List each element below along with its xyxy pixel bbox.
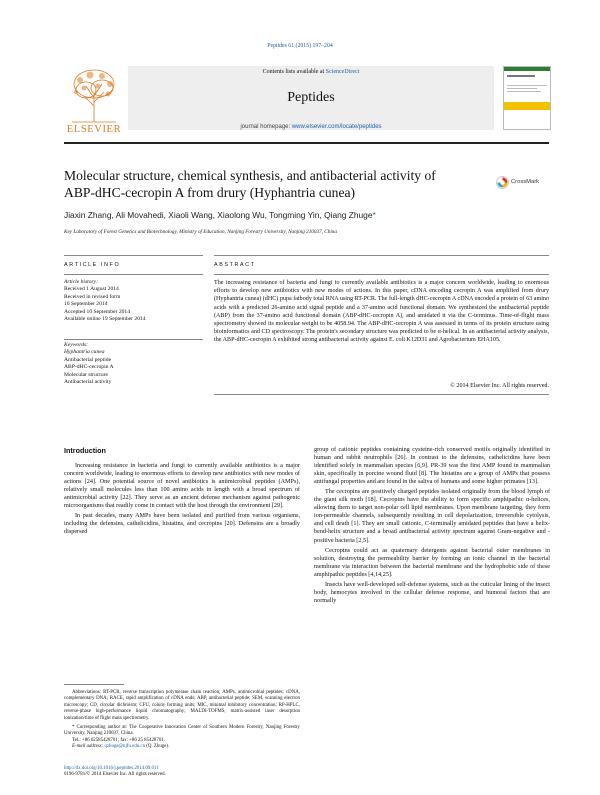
- crossmark-badge[interactable]: [496, 175, 550, 189]
- body-paragraph: Cecropins could act as quaternary detergents against bacterial outer membranes in solution, destroying the permeability barrier by forming an ionic channel in the bacterial membrane via interaction between the bacterial membrane and the hydrophobic side of these amphipathic peptides [4,14,25].: [314, 546, 550, 578]
- abstract-top-rule: [214, 255, 549, 256]
- sciencedirect-link[interactable]: ScienceDirect: [325, 69, 360, 75]
- article-title: [64, 167, 484, 201]
- corresponding-author-mark[interactable]: *: [372, 210, 376, 220]
- article-info-heading: ARTICLE INFO: [64, 262, 121, 268]
- keywords-rule: [64, 339, 203, 340]
- email-suffix: (Q. Zhuge).: [145, 744, 170, 750]
- journal-name: Peptides: [287, 90, 335, 105]
- authors-text: Jiaxin Zhang, Ali Movahedi, Xiaoli Wang, Xiaolong Wu, Tongming Yin, Qiang Zhuge: [64, 210, 373, 220]
- body-paragraph: group of cationic peptides containing cysteine-rich conserved motifs originally identified in human and rabbit neutrophils [26]. In contrast to the defensins, cathelicidins have been identified solely in mammalian species [6,9]. PR-39 was the first AMP found in mammalian skin, specifically in porcine wound fluid [8]. The histatins are a group of AMPs that possess antifungal properties and are found in the saliva of humans and some higher primates [13].: [314, 446, 550, 486]
- crossmark-icon: [496, 176, 509, 189]
- footnotes: [64, 690, 300, 751]
- history-item: 10 September 2014: [64, 301, 108, 308]
- email-link[interactable]: qzhuge@njfu.edu.cn: [104, 744, 146, 750]
- abstract-heading-rule: [214, 274, 549, 275]
- homepage-prefix: journal homepage:: [240, 124, 292, 130]
- body-paragraph: Increasing resistance in bacteria and fungi to currently available antibiotics is a major concern worldwide, leading to enormous efforts to develop new antibiotics with new modes of actions [24]. One potential source of novel antibiotics is antimicrobial peptides (AMPs), relatively small molecules less than 100 amino acids in length with a broad spectrum of antimicrobial activity [22]. They serve as an ancient defense mechanism against pathogenic microorganisms that readily come in contact with the host through the environment [29].: [64, 462, 300, 510]
- issn-line: 0196-9781/© 2014 Elsevier Inc. All rights reserved.: [64, 772, 166, 778]
- keywords-label: Keywords:: [64, 342, 89, 348]
- doi-block: [64, 766, 300, 779]
- title-line-2: ABP-dHC-cecropin A from drury (Hyphantria cunea): [64, 185, 356, 200]
- masthead-rule: [64, 142, 549, 144]
- phone-footnote: Tel.: +86 02585428701; fax: +86 25 85428701.: [72, 737, 165, 743]
- journal-cover-thumbnail[interactable]: [503, 66, 551, 130]
- keyword-item: Molecular structure: [64, 371, 108, 378]
- article-history: [64, 279, 204, 323]
- author-list: [64, 210, 504, 220]
- abstract-heading: ABSTRACT: [214, 262, 256, 268]
- abstract-bottom-rule: [214, 394, 549, 395]
- homepage-line: [128, 124, 494, 130]
- doi-link[interactable]: http://dx.doi.org/10.1016/j.peptides.2014.09.011: [64, 766, 159, 771]
- introduction-heading: Introduction: [64, 446, 106, 455]
- history-item: Received 1 August 2014: [64, 286, 119, 293]
- publisher-name: ELSEVIER: [66, 124, 122, 135]
- keyword-item: Antibacterial peptide: [64, 356, 112, 363]
- journal-citation[interactable]: Peptides 61 (2015) 197–204: [267, 43, 333, 49]
- history-item: Accepted 10 September 2014: [64, 308, 131, 315]
- history-item: Received in revised form: [64, 293, 121, 300]
- abbreviations-footnote: Abbreviations: RT-PCR, reverse transcription polymerase chain reaction; AMPs, antimicrobial peptides; cDNA, complementary DNA; RACE, rapid amplification of cDNA ends; ABP, antibacterial peptide; SEM, scanning electron microscopy; CD, circular dichroism; CFU, colony forming units; MIC, minimal inhibitory concentration; RP-HPLC, reverse-phase high-performance liquid chromatography; MALDI-TOFMS, matrix-assisted laser desorption ionization/time of flight mass spectrometry.: [64, 690, 300, 721]
- body-paragraph: The cecropins are positively charged peptides isolated originally from the blood lymph of the giant silk moth [18]. Cecropins have the ability to form specific amphipathic α-helices, allowing them to target non-polar cell lipid membranes. Upon membrane targeting, they form ion-permeable channels, subsequently resulting in cell depolarization, irreversible cytolysis, and cell death [1]. They are small cationic, C-terminally amidated peptides that have a helix-bend-helix structure and a broad antibacterial activity spectrum against Gram-negative and -positive bacteria [2,5].: [314, 488, 550, 544]
- elsevier-tree-logo: [66, 66, 122, 124]
- title-line-1: Molecular structure, chemical synthesis, and antibacterial activity of: [64, 168, 436, 183]
- contents-prefix: Contents lists available at: [262, 69, 326, 75]
- keyword-item: Antibacterial activity: [64, 379, 112, 386]
- email-label: E-mail address:: [72, 744, 105, 750]
- body-paragraph: Insects have well-developed self-defense systems, such as the cuticular lining of the insect body, hemocytes involved in the cellular defense response, and humoral factors that are normally: [314, 580, 550, 604]
- keyword-item: ABP-dHC-cecropin A: [64, 364, 114, 371]
- abstract-text: The increasing resistance of bacteria and fungi to currently available antibiotics is a major concern worldwide, leading to enormous efforts to develop new antibiotics with new modes of actions. In this paper, cDNA encoding cecropin A was amplified from drury (Hyphantria cunea) (dHC) pupa fatbody total RNA using RT-PCR. The full-length dHC-cecropin A cDNA encoded a protein of 63 amino acids with a predicted 26-amino acid signal peptide and a 37-amino acid functional domain. We synthesized the antibacterial peptide (ABP) from the 37-amino acid functional domain (ABP-dHC-cecropin A), and amidated it via the C-terminus. Time-of-flight mass spectrometry showed its molecular weight to be 4058.94. The ABP-dHC-cecropin A was assessed in terms of its protein structure using bioinformatics and CD spectroscopy. The protein's secondary structure was predicted to be α-helical. In an antibacterial activity analysis, the ABP-dHC-cecropin A exhibited strong antibacterial activity against E. coli K12D31 and Agrobacterium EHA105.: [214, 280, 549, 344]
- history-label: Article history:: [64, 279, 99, 285]
- email-footnote: [64, 744, 300, 750]
- footnote-rule: [64, 684, 124, 685]
- keyword-item: Hyphantria cunea: [64, 349, 105, 356]
- info-top-rule: [64, 255, 203, 256]
- keywords-list: [64, 342, 204, 386]
- right-column-body: [314, 446, 550, 607]
- abstract-copyright: © 2014 Elsevier Inc. All rights reserved.: [450, 383, 549, 389]
- info-heading-rule: [64, 274, 203, 275]
- left-column-body: [64, 462, 300, 538]
- history-item: Available online 19 September 2014: [64, 316, 146, 323]
- crossmark-label: CrossMark: [511, 179, 540, 185]
- contents-line: [128, 69, 494, 75]
- body-paragraph: In past decades, many AMPs have been isolated and purified from various organisms, including the defensins, cathelicidins, histatins, and cecropins [20]. Defensins are a broadly dispersed: [64, 512, 300, 536]
- corresponding-author-footnote: * Corresponding author at: The Cooperative Innovation Center of Southern Modern Forestry, Nanjing Forestry University, Nanjing 210037, China.: [64, 725, 300, 737]
- affiliation: Key Laboratory of Forest Genetics and Biotechnology, Ministry of Education, Nanjing Forestry University, Nanjing 210037, China: [64, 229, 337, 235]
- homepage-link[interactable]: www.elsevier.com/locate/peptides: [291, 124, 382, 130]
